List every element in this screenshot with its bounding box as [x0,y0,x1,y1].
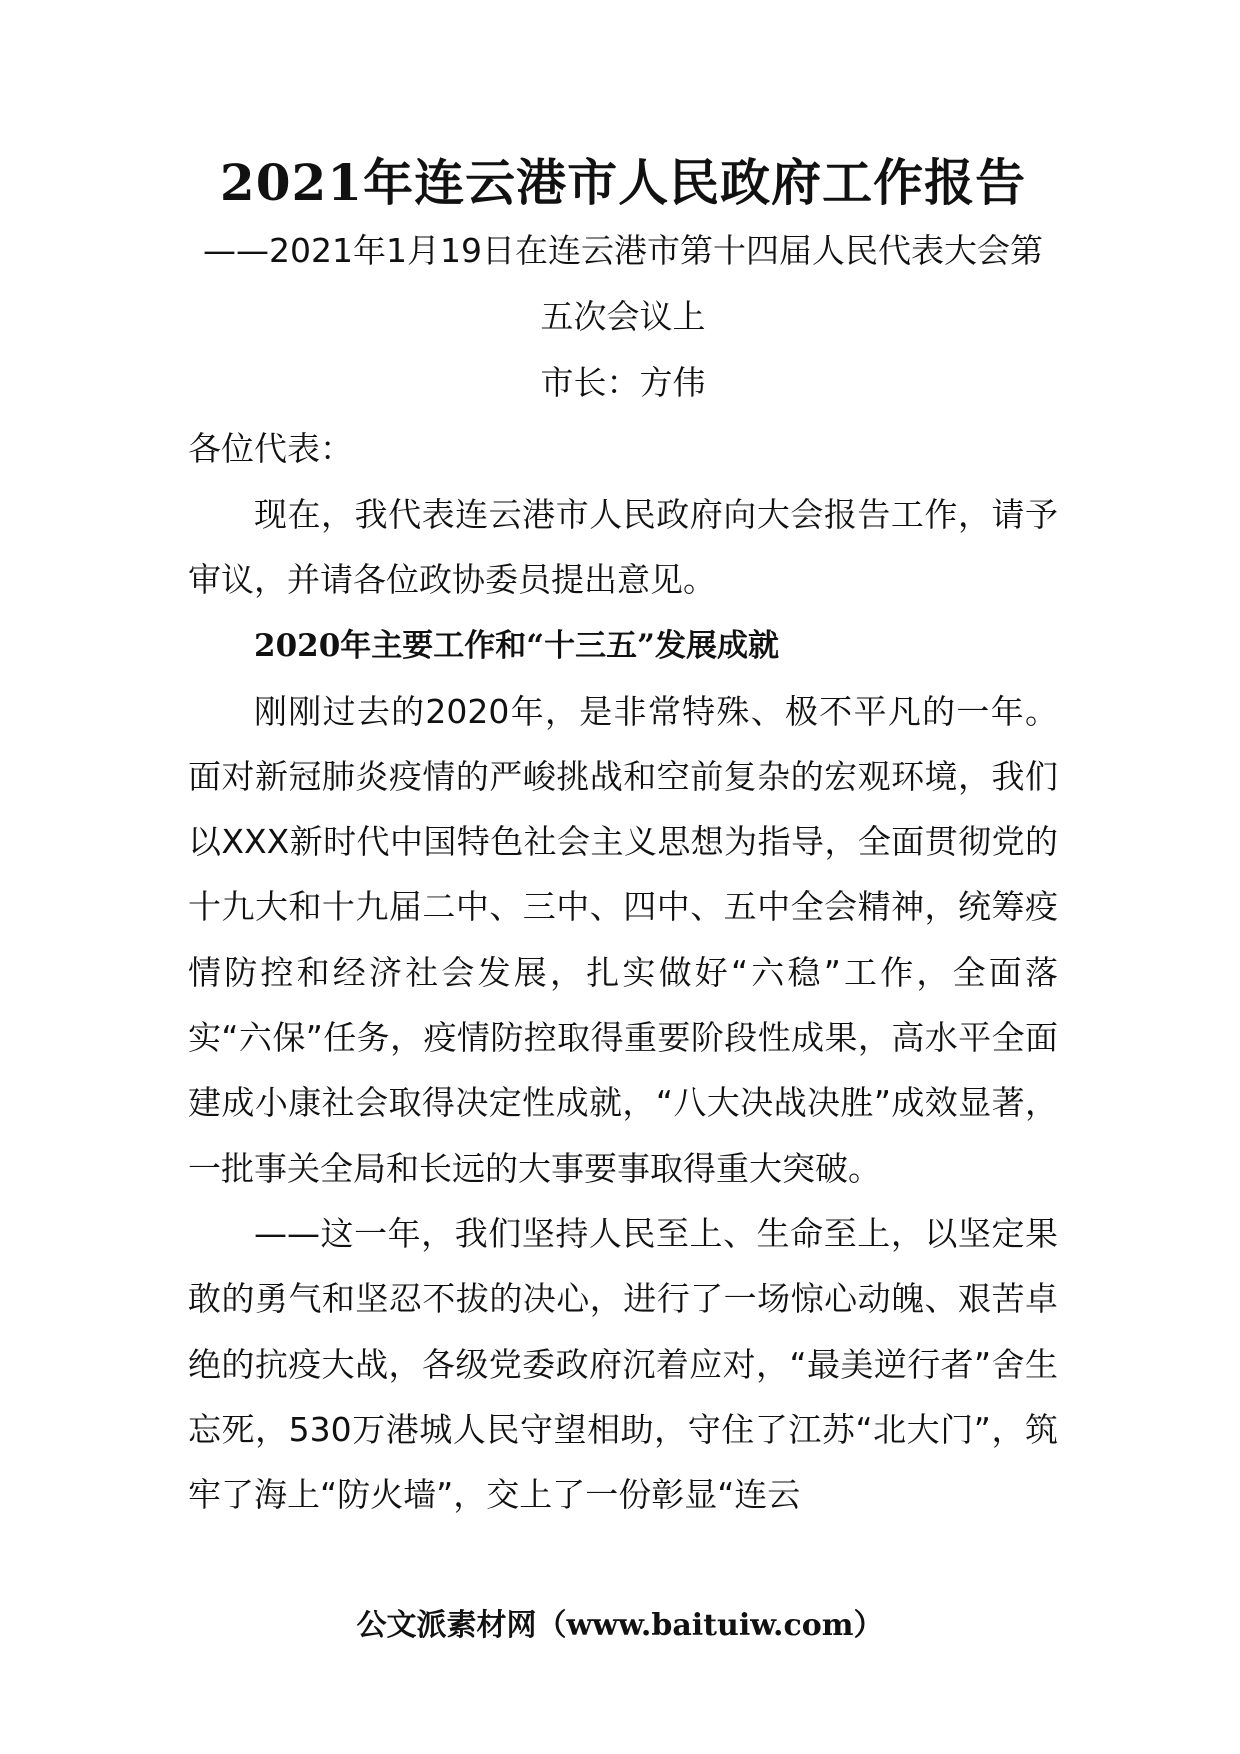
section-paragraph-2: ——这一年，我们坚持人民至上、生命至上，以坚定果敢的勇气和坚忍不拔的决心，进行了一场惊心动魄、艰苦卓绝的抗疫大战，各级党委政府沉着应对，“最美逆行者”舍生忘死，530万港城人民守望相助，守住了江苏“北大门”，筑牢了海上“防火墙”，交上了一份彰显“连云 [188,1213,1058,1515]
document-subtitle: ——2021年1月19日在连云港市第十四届人民代表大会第五次会议上 [203,231,1043,336]
intro-paragraph: 现在，我代表连云港市人民政府向大会报告工作，请予审议，并请各位政协委员提出意见。 [188,495,1058,600]
document-author: 市长：方伟 [540,363,706,402]
section-heading: 2020年主要工作和“十三五”发展成就 [254,627,779,664]
document-title: 2021年连云港市人民政府工作报告 [219,153,1027,212]
section-paragraph-1: 刚刚过去的2020年，是非常特殊、极不平凡的一年。面对新冠肺炎疫情的严峻挑战和空前复杂的宏观环境，我们以XXX新时代中国特色社会主义思想为指导，全面贯彻党的十九大和十九届二中、三中、四中、五中全会精神，统筹疫情防控和经济社会发展，扎实做好“六稳”工作，全面落实“六保”任务，疫情防控取得重要阶段性成果，高水平全面建成小康社会取得决定性成就，“八大决战决胜”成效显著，一批事关全局和长远的大事要事取得重大突破。 [188,691,1058,1188]
salutation: 各位代表： [188,429,353,468]
document-body [188,148,1058,1527]
footer-watermark: 公文派素材网（www.baituiw.com） [356,1608,884,1643]
